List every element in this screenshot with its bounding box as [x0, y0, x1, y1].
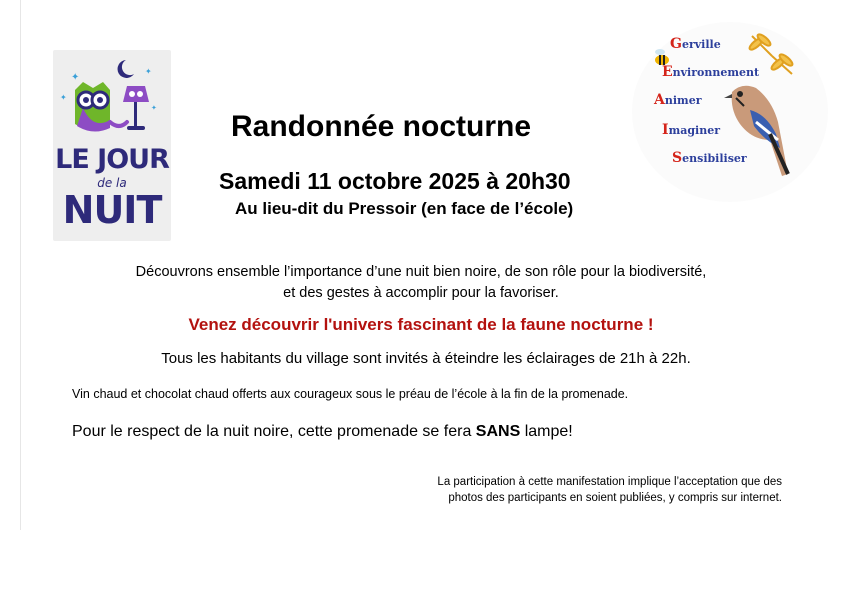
invitation-headline: Venez découvrir l'univers fascinant de la faune nocturne !	[188, 315, 654, 334]
jay-bird-illustration	[632, 22, 828, 202]
event-date: Samedi 11 octobre 2025 à 20h30	[219, 168, 571, 194]
hot-drinks-notice: Vin chaud et chocolat chaud offerts aux courageux sous le préau de l’école à la fin de la promenade.	[72, 387, 629, 401]
photo-consent-notice	[340, 474, 782, 506]
intro-line-2: et des gestes à accomplir pour la favoriser.	[283, 285, 559, 301]
lights-off-notice: Tous les habitants du village sont invités à éteindre les éclairages de 21h à 22h.	[161, 350, 691, 367]
notice-line-1: La participation à cette manifestation implique l’acceptation que des	[437, 476, 782, 488]
event-title: Randonnée nocturne	[231, 110, 532, 143]
logo-text-nuit: NUIT	[62, 188, 162, 232]
acronym-line-animer: Animer	[654, 92, 702, 108]
moon-icon	[118, 60, 134, 78]
dragonfly-icon	[748, 33, 772, 56]
star-icon: ✦	[145, 67, 152, 76]
acronym-line-gerville: Gerville	[670, 36, 721, 52]
sans-emphasis: SANS	[475, 423, 521, 440]
acronym-line-imaginer: Imaginer	[662, 122, 720, 138]
bee-icon	[655, 49, 669, 65]
geais-association-logo	[632, 22, 828, 202]
logo-text-le-jour: LE JOUR	[55, 144, 169, 175]
star-icon: ✦	[71, 72, 80, 83]
intro-line-1: Découvrons ensemble l’importance d’une nuit bien noire, de son rôle pour la biodiversité,	[135, 264, 707, 280]
jour-de-la-nuit-logo	[53, 50, 171, 241]
star-icon: ✦	[60, 93, 67, 102]
star-icon: ✦	[151, 104, 157, 112]
acronym-line-sensibiliser: Sensibiliser	[672, 150, 747, 166]
lamp-shade-icon	[123, 86, 149, 102]
logo-text-de-la: de la	[97, 176, 127, 190]
dragonfly-icon	[770, 53, 794, 74]
event-place: Au lieu-dit du Pressoir (en face de l’école)	[235, 199, 574, 218]
acronym-line-environnement: Environnement	[662, 64, 760, 80]
notice-line-2: photos des participants en soient publiées, y compris sur internet.	[448, 492, 782, 504]
intro-paragraph	[0, 262, 842, 304]
no-lamp-notice: Pour le respect de la nuit noire, cette promenade se fera SANS lampe!	[72, 423, 573, 440]
